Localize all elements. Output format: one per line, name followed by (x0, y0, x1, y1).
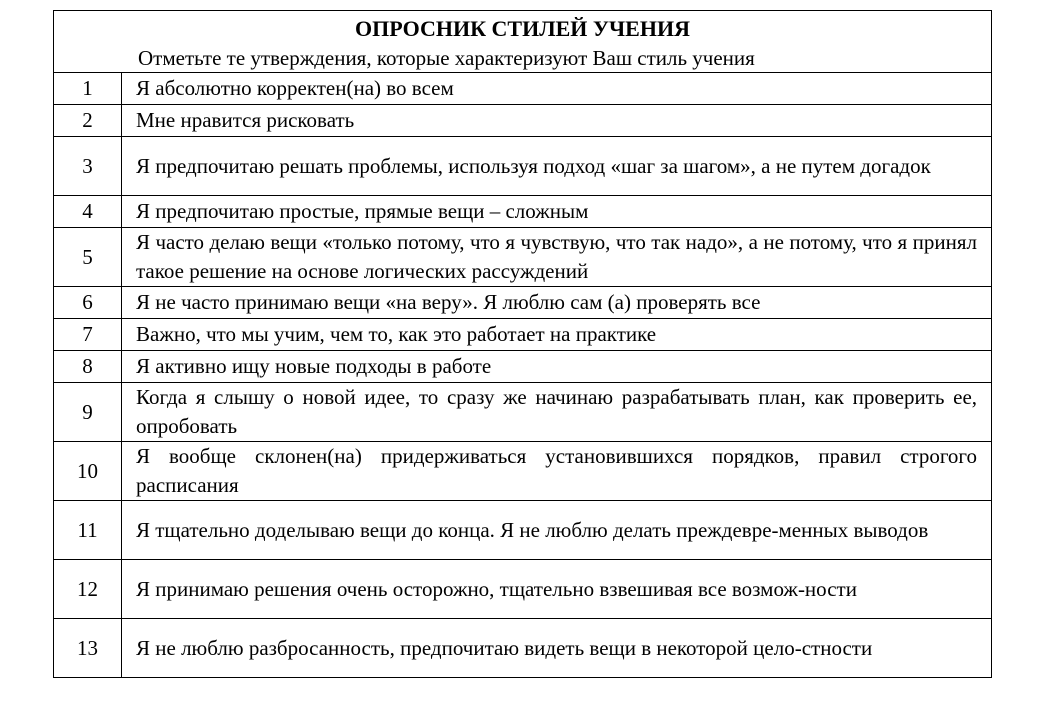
row-number: 11 (54, 501, 122, 560)
row-number: 10 (54, 442, 122, 501)
statement-text: Я предпочитаю простые, прямые вещи – сложным (122, 196, 992, 228)
row-number: 8 (54, 351, 122, 383)
statement-text: Я абсолютно корректен(на) во всем (122, 73, 992, 105)
table-row (54, 137, 992, 196)
statement-text: Я предпочитаю решать проблемы, используя подход «шаг за шагом», а не путем догадок (122, 137, 992, 196)
statement-text: Я тщательно доделываю вещи до конца. Я не люблю делать преждевре-менных выводов (122, 501, 992, 560)
row-number: 6 (54, 287, 122, 319)
statement-text: Мне нравится рисковать (122, 105, 992, 137)
table-row (54, 196, 992, 228)
statement-text: Когда я слышу о новой идее, то сразу же начинаю разрабатывать план, как проверить ее, опробовать (122, 383, 992, 442)
statement-text: Я вообще склонен(на) придерживаться установившихся порядков, правил строгого расписания (122, 442, 992, 501)
table-row (54, 560, 992, 619)
header-cell (54, 11, 992, 73)
statement-text: Я не часто принимаю вещи «на веру». Я люблю сам (а) проверять все (122, 287, 992, 319)
statement-text: Я активно ищу новые подходы в работе (122, 351, 992, 383)
table-row (54, 228, 992, 287)
row-number: 2 (54, 105, 122, 137)
questionnaire-table (53, 10, 992, 678)
header-row (54, 11, 992, 73)
row-number: 5 (54, 228, 122, 287)
statement-text: Я часто делаю вещи «только потому, что я чувствую, что так надо», а не потому, что я принял такое решение на основе логических рассуждений (122, 228, 992, 287)
statement-text: Я не люблю разбросанность, предпочитаю видеть вещи в некоторой цело-стности (122, 619, 992, 678)
table-row (54, 287, 992, 319)
statement-text: Важно, что мы учим, чем то, как это работает на практике (122, 319, 992, 351)
row-number: 12 (54, 560, 122, 619)
row-number: 4 (54, 196, 122, 228)
table-row (54, 442, 992, 501)
questionnaire-title: ОПРОСНИК СТИЛЕЙ УЧЕНИЯ (355, 16, 690, 41)
table-row (54, 351, 992, 383)
row-number: 9 (54, 383, 122, 442)
questionnaire-sheet (53, 10, 991, 678)
table-row (54, 619, 992, 678)
table-row (54, 501, 992, 560)
table-row (54, 73, 992, 105)
row-number: 7 (54, 319, 122, 351)
table-row (54, 319, 992, 351)
row-number: 1 (54, 73, 122, 105)
row-number: 13 (54, 619, 122, 678)
table-row (54, 105, 992, 137)
statement-text: Я принимаю решения очень осторожно, тщательно взвешивая все возмож-ности (122, 560, 992, 619)
questionnaire-instruction: Отметьте те утверждения, которые характеризуют Ваш стиль учения (138, 46, 755, 70)
row-number: 3 (54, 137, 122, 196)
table-row (54, 383, 992, 442)
